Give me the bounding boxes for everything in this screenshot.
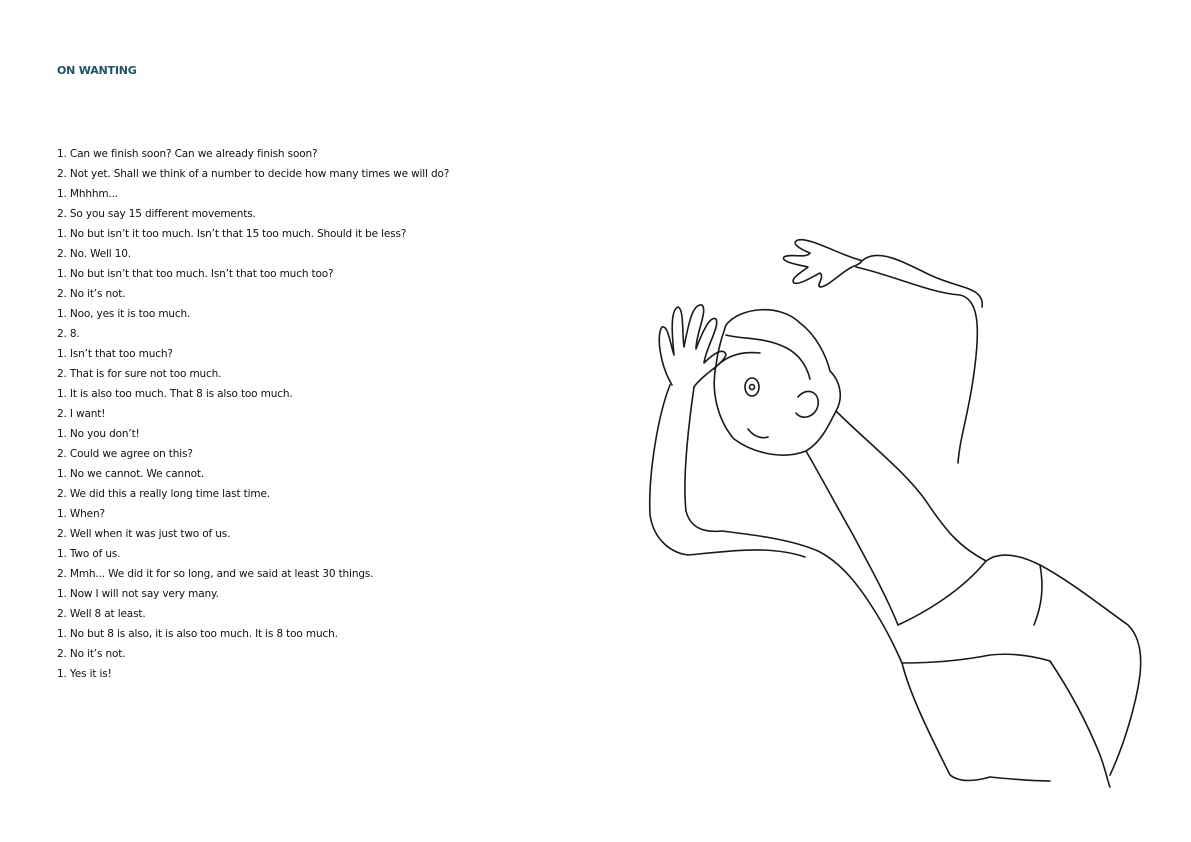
right-arm-drawing — [856, 267, 977, 463]
dialogue-line: 2. No it’s not. — [57, 288, 126, 300]
ear-drawing — [796, 391, 818, 417]
dialogue-line: 1. No but isn’t that too much. Isn’t that too much too? — [57, 268, 334, 280]
dialogue-line: 2. Well when it was just two of us. — [57, 528, 231, 540]
dialogue-line: 1. Noo, yes it is too much. — [57, 308, 191, 320]
dialogue-line: 2. 8. — [57, 328, 80, 340]
dialogue-line: 2. Mmh... We did it for so long, and we said at least 30 things. — [57, 568, 374, 580]
dialogue-line: 1. No we cannot. We cannot. — [57, 468, 205, 480]
dialogue-list — [57, 144, 449, 684]
dialogue-line: 1. It is also too much. That 8 is also too much. — [57, 388, 293, 400]
dialogue-line: 2. Could we agree on this? — [57, 448, 193, 460]
dialogue-line: 1. Yes it is! — [57, 668, 112, 680]
dialogue-line: 1. Now I will not say very many. — [57, 588, 219, 600]
dialogue-line: 1. When? — [57, 508, 105, 520]
head-drawing — [714, 310, 840, 455]
dialogue-line: 2. We did this a really long time last time. — [57, 488, 270, 500]
dialogue-line: 2. I want! — [57, 408, 106, 420]
dialogue-line: 1. Can we finish soon? Can we already finish soon? — [57, 148, 318, 160]
dialogue-line: 1. Two of us. — [57, 548, 121, 560]
dialogue-line: 2. Not yet. Shall we think of a number to decide how many times we will do? — [57, 168, 450, 180]
eye-drawing — [745, 378, 759, 396]
figure-illustration — [630, 215, 1170, 795]
dialogue-line: 1. Isn’t that too much? — [57, 348, 173, 360]
dialogue-line: 2. No. Well 10. — [57, 248, 131, 260]
torso-drawing — [836, 411, 986, 561]
right-hand-drawing — [783, 240, 861, 287]
mouth-drawing — [748, 429, 768, 438]
dialogue-line: 2. That is for sure not too much. — [57, 368, 222, 380]
dialogue-line: 1. No but isn’t it too much. Isn’t that 15 too much. Should it be less? — [57, 228, 407, 240]
dialogue-line: 2. So you say 15 different movements. — [57, 208, 256, 220]
page-title: ON WANTING — [57, 64, 137, 77]
dialogue-line: 1. No but 8 is also, it is also too much. It is 8 too much. — [57, 628, 338, 640]
figure-drawing — [650, 240, 1141, 787]
dialogue-line: 1. Mhhhm... — [57, 188, 118, 200]
dialogue-line: 2. No it’s not. — [57, 648, 126, 660]
dialogue-line: 2. Well 8 at least. — [57, 608, 146, 620]
dialogue-line: 1. No you don’t! — [57, 428, 140, 440]
leg-drawing — [902, 663, 990, 781]
left-hand-drawing — [659, 305, 726, 387]
